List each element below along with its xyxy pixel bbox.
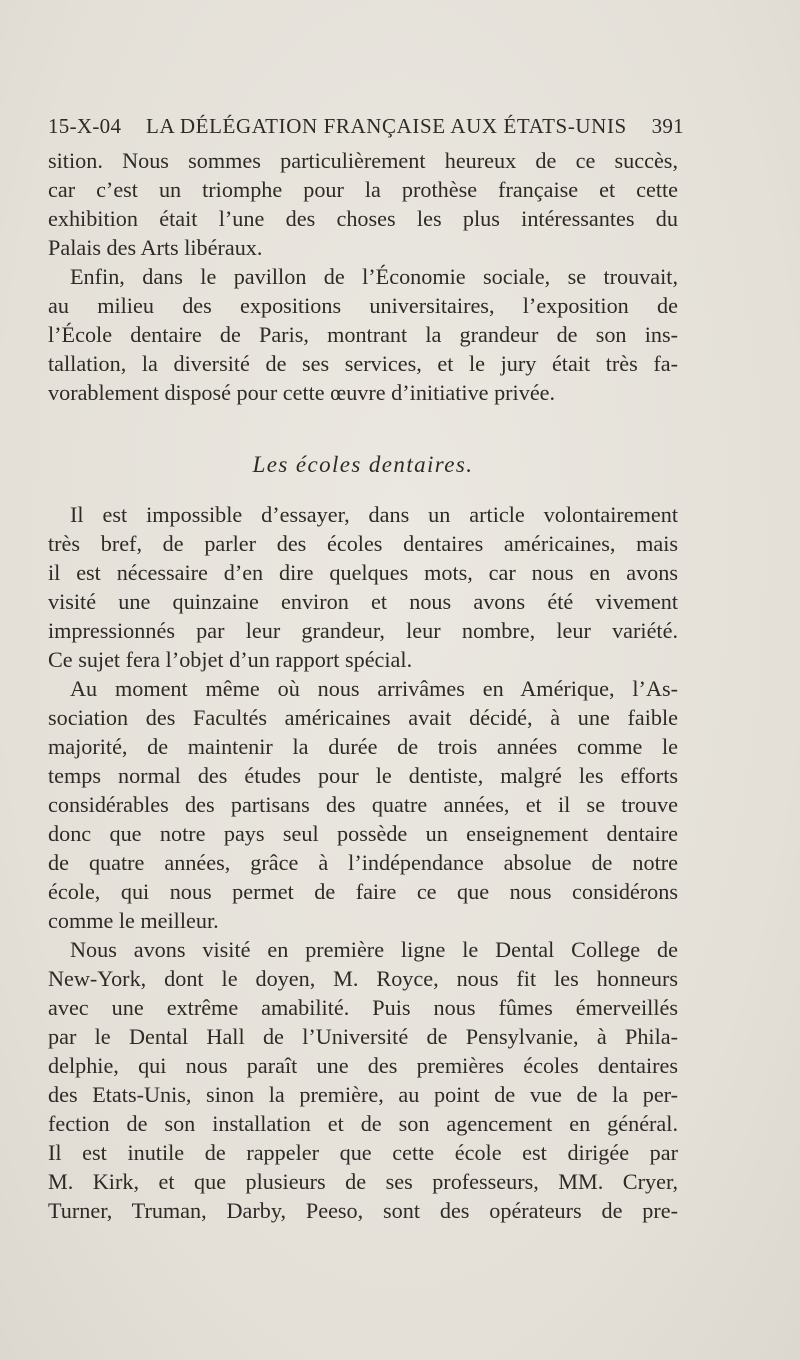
- text-line: Nous avons visité en première ligne le Dental College de: [70, 937, 678, 962]
- text-line: impressionnés par leur grandeur, leur nombre, leur variété.: [48, 618, 678, 643]
- text-line: avec une extrême amabilité. Puis nous fûmes émerveillés: [48, 995, 678, 1020]
- text-line: M. Kirk, et que plusieurs de ses professeurs, MM. Cryer,: [48, 1169, 678, 1194]
- text-line: delphie, qui nous paraît une des premières écoles dentaires: [48, 1053, 678, 1078]
- text-block-main: [48, 500, 678, 1225]
- text-line: de quatre années, grâce à l’indépendance absolue de notre: [48, 850, 678, 875]
- text-line: des Etats-Unis, sinon la première, au point de vue de la per-: [48, 1082, 678, 1107]
- text-line: exhibition était l’une des choses les plus intéressantes du: [48, 206, 678, 231]
- text-line: majorité, de maintenir la durée de trois années comme le: [48, 734, 678, 759]
- text-line: sociation des Facultés américaines avait décidé, à une faible: [48, 705, 678, 730]
- text-line: Palais des Arts libéraux.: [48, 235, 263, 260]
- text-line: car c’est un triomphe pour la prothèse française et cette: [48, 177, 678, 202]
- text-line: New-York, dont le doyen, M. Royce, nous fit les honneurs: [48, 966, 678, 991]
- text-line: au milieu des expositions universitaires, l’exposition de: [48, 293, 678, 318]
- text-line: par le Dental Hall de l’Université de Pensylvanie, à Phila-: [48, 1024, 678, 1049]
- text-line: Il est impossible d’essayer, dans un article volontairement: [70, 502, 678, 527]
- text-block-top: [48, 146, 678, 407]
- header-date: 15-X-04: [48, 114, 122, 138]
- text-line: il est nécessaire d’en dire quelques mots, car nous en avons: [48, 560, 678, 585]
- text-line: donc que notre pays seul possède un enseignement dentaire: [48, 821, 678, 846]
- text-line: sition. Nous sommes particulièrement heureux de ce succès,: [48, 148, 678, 173]
- section-heading: Les écoles dentaires.: [252, 452, 474, 477]
- text-line: école, qui nous permet de faire ce que nous considérons: [48, 879, 678, 904]
- header-title: LA DÉLÉGATION FRANÇAISE AUX ÉTATS-UNIS: [146, 114, 627, 138]
- text-line: tallation, la diversité de ses services, et le jury était très fa-: [48, 351, 678, 376]
- text-line: Au moment même où nous arrivâmes en Amérique, l’As-: [70, 676, 678, 701]
- running-header: [48, 114, 684, 144]
- text-line: Turner, Truman, Darby, Peeso, sont des opérateurs de pre-: [48, 1198, 678, 1223]
- text-line: vorablement disposé pour cette œuvre d’initiative privée.: [48, 380, 556, 405]
- text-line: Ce sujet fera l’objet d’un rapport spécial.: [48, 647, 413, 672]
- text-line: considérables des partisans des quatre années, et il se trouve: [48, 792, 678, 817]
- text-line: visité une quinzaine environ et nous avons été vivement: [48, 589, 678, 614]
- text-line: Il est inutile de rappeler que cette école est dirigée par: [48, 1140, 678, 1165]
- text-line: fection de son installation et de son agencement en général.: [48, 1111, 678, 1136]
- text-line: Enfin, dans le pavillon de l’Économie sociale, se trouvait,: [70, 264, 678, 289]
- text-line: comme le meilleur.: [48, 908, 219, 933]
- text-line: l’École dentaire de Paris, montrant la grandeur de son ins-: [48, 322, 678, 347]
- text-line: très bref, de parler des écoles dentaires américaines, mais: [48, 531, 678, 556]
- text-line: temps normal des études pour le dentiste, malgré les efforts: [48, 763, 678, 788]
- page-number: 391: [651, 114, 684, 138]
